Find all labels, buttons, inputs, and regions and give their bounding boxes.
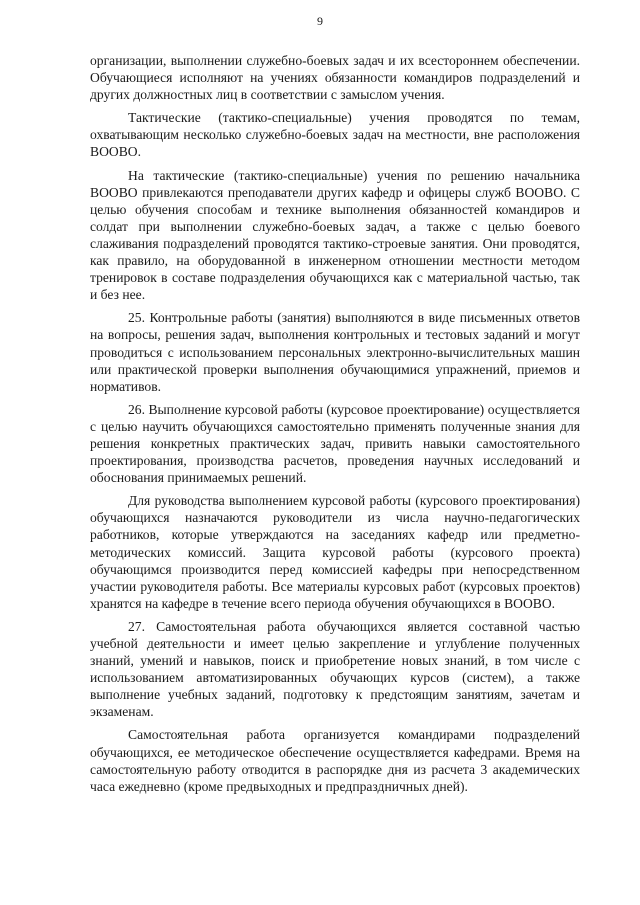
- paragraph-27-independent-work: 27. Самостоятельная работа обучающихся является составной частью учебной деятельности и имеет целью закрепление и углубление полученных знаний, умений и навыков, поиск и приобретение новых знаний, в том числе с использованием автоматизированных обучающих курсов (систем), а также выполнение учебных заданий, подготовку к предстоящим занятиям, зачетам и экзаменам.: [90, 618, 580, 720]
- paragraph-26-coursework: 26. Выполнение курсовой работы (курсовое проектирование) осуществляется с целью научить обучающихся самостоятельно применять полученные знания для решения конкретных практических задач, привить навыки самостоятельного проектирования, производства расчетов, проведения научных исследований и обоснования принимаемых решений.: [90, 401, 580, 486]
- document-body: [90, 52, 580, 801]
- paragraph-tactical-exercises: Тактические (тактико-специальные) учения проводятся по темам, охватывающим несколько служебно-боевых задач на местности, вне расположения ВООВО.: [90, 110, 580, 160]
- paragraph-independent-work-organization: Самостоятельная работа организуется командирами подразделений обучающихся, ее методическое обеспечение осуществляется кафедрами. Время на самостоятельную работу отводится в распорядке дня из расчета 3 академических часа ежедневно (кроме предвыходных и предпраздничных дней).: [90, 727, 580, 794]
- paragraph-coursework-supervision: Для руководства выполнением курсовой работы (курсового проектирования) обучающихся назначаются руководители из числа научно-педагогических работников, которые утверждаются на заседаниях кафедр или предметно-методических комиссий. Защита курсовой работы (курсового проекта) обучающимся производится перед комиссией кафедры при непосредственном участии руководителя работы. Все материалы курсовых работ (курсовых проектов) хранятся на кафедре в течение всего периода обучения обучающихся в ВООВО.: [90, 493, 580, 611]
- paragraph-25-control-works: 25. Контрольные работы (занятия) выполняются в виде письменных ответов на вопросы, решения задач, выполнения контрольных и тестовых заданий и могут проводиться с использованием персональных электронно-вычислительных машин или практической проверки выполнения обучающимися упражнений, приемов и нормативов.: [90, 310, 580, 394]
- paragraph-tactical-participants: На тактические (тактико-специальные) учения по решению начальника ВООВО привлекаются преподаватели других кафедр и офицеры служб ВООВО. С целью обучения способам и технике выполнения обязанностей командиров и солдат при выполнении служебно-боевых задач, а также с целью боевого слаживания подразделений проводятся тактико-строевые занятия. Они проводятся, как правило, на оборудованной в инженерном отношении местности методом тренировок в составе подразделения обучающихся как с материальной частью, так и без нее.: [90, 167, 580, 303]
- paragraph-continuation: организации, выполнении служебно-боевых задач и их всестороннем обеспечении. Обучающиеся исполняют на учениях обязанности командиров подразделений и других должностных лиц в соответствии с замыслом учения.: [90, 53, 580, 103]
- page-number: 9: [317, 14, 323, 28]
